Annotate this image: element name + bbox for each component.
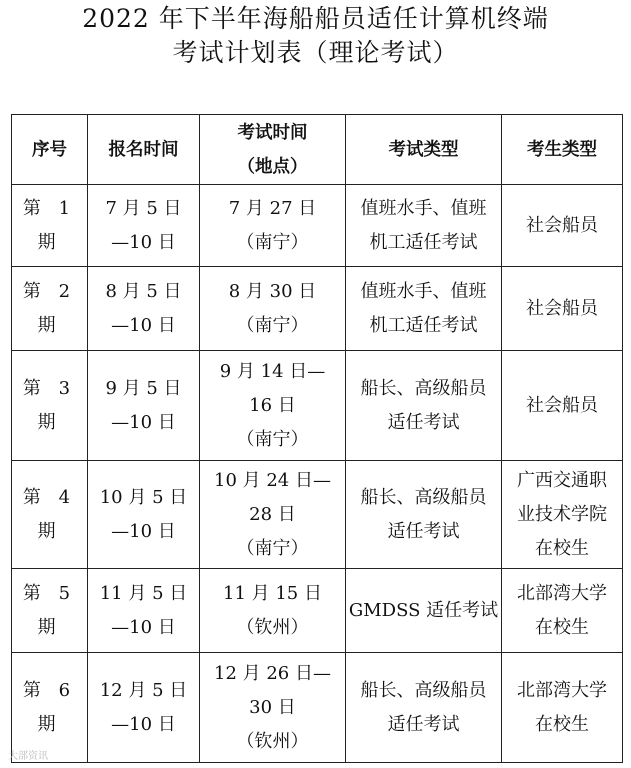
exam-time-cell-line: （南宁） — [236, 314, 309, 336]
exam-type-cell — [346, 351, 502, 461]
table-row — [12, 569, 623, 653]
signup-time-cell-line: 10 月 5 日 — [99, 486, 188, 508]
exam-type-cell-line: 船长、高级船员 — [360, 377, 487, 399]
signup-time-cell-line: —10 日 — [111, 713, 176, 735]
exam-type-cell — [346, 653, 502, 763]
exam-time-cell — [200, 653, 346, 763]
signup-time-cell-line: 9 月 5 日 — [105, 377, 182, 399]
header-exam-time — [200, 115, 346, 185]
exam-type-cell — [346, 185, 502, 267]
exam-type-cell-line: 适任考试 — [387, 411, 460, 433]
exam-time-cell — [200, 461, 346, 569]
exam-type-cell-line: GMDSS 适任考试 — [348, 599, 499, 621]
table-header-row — [12, 115, 623, 185]
exam-time-cell-line: 12 月 26 日— — [214, 662, 331, 684]
header-signup-time: 报名时间 — [88, 115, 200, 185]
candidate-type-cell — [502, 569, 623, 653]
table-row — [12, 351, 623, 461]
period-cell: 第 2 期 — [12, 267, 88, 351]
signup-time-cell-line: 11 月 5 日 — [99, 582, 188, 604]
signup-time-cell-line: 7 月 5 日 — [105, 197, 182, 219]
exam-type-cell — [346, 461, 502, 569]
signup-time-cell — [88, 461, 200, 569]
exam-time-cell-line: 28 日 — [249, 503, 296, 525]
exam-time-cell — [200, 569, 346, 653]
exam-time-cell-line: （南宁） — [236, 537, 309, 559]
period-cell: 第 5 期 — [12, 569, 88, 653]
exam-type-cell-line: 船长、高级船员 — [360, 679, 487, 701]
exam-time-cell-line: （钦州） — [236, 616, 309, 638]
exam-time-cell — [200, 185, 346, 267]
header-exam-type: 考试类型 — [346, 115, 502, 185]
exam-time-cell — [200, 267, 346, 351]
exam-type-cell-line: 适任考试 — [387, 713, 460, 735]
signup-time-cell-line: —10 日 — [111, 314, 176, 336]
exam-type-cell-line: 适任考试 — [387, 520, 460, 542]
candidate-type-cell-line: 业技术学院 — [517, 503, 607, 525]
period-cell: 第 6 期 — [12, 653, 88, 763]
table-row — [12, 185, 623, 267]
exam-time-cell-line: 9 月 14 日— — [219, 360, 326, 382]
candidate-type-cell-line: 北部湾大学 — [517, 582, 607, 604]
period-cell: 第 1 期 — [12, 185, 88, 267]
candidate-type-cell — [502, 351, 623, 461]
candidate-type-cell — [502, 185, 623, 267]
header-candidate-type: 考生类型 — [502, 115, 623, 185]
exam-time-cell-line: （南宁） — [236, 231, 309, 253]
signup-time-cell — [88, 185, 200, 267]
period-cell: 第 3 期 — [12, 351, 88, 461]
candidate-type-cell — [502, 267, 623, 351]
signup-time-cell-line: —10 日 — [111, 520, 176, 542]
table-row — [12, 653, 623, 763]
page-title-line-1: 2022 年下半年海船船员适任计算机终端 — [82, 4, 549, 33]
exam-time-cell-line: 10 月 24 日— — [214, 469, 331, 491]
exam-type-cell — [346, 569, 502, 653]
table-row — [12, 267, 623, 351]
candidate-type-cell — [502, 653, 623, 763]
candidate-type-cell-line: 北部湾大学 — [517, 679, 607, 701]
candidate-type-cell-line: 在校生 — [535, 616, 589, 638]
candidate-type-cell-line: 社会船员 — [526, 297, 598, 319]
exam-type-cell-line: 机工适任考试 — [369, 231, 478, 253]
watermark: 大部资讯 — [8, 751, 48, 762]
header-exam-time-label: 考试时间 — [237, 122, 308, 143]
signup-time-cell — [88, 569, 200, 653]
candidate-type-cell-line: 在校生 — [535, 537, 589, 559]
period-cell: 第 4 期 — [12, 461, 88, 569]
exam-time-cell-line: 16 日 — [249, 394, 296, 416]
signup-time-cell-line: —10 日 — [111, 616, 176, 638]
page-title-line-2: 考试计划表（理论考试） — [172, 38, 459, 67]
candidate-type-cell-line: 社会船员 — [526, 214, 598, 236]
exam-time-cell-line: （钦州） — [236, 730, 309, 752]
candidate-type-cell-line: 在校生 — [535, 713, 589, 735]
signup-time-cell — [88, 267, 200, 351]
exam-type-cell-line: 船长、高级船员 — [360, 486, 487, 508]
exam-schedule-table — [11, 114, 623, 763]
header-exam-location-label: （地点） — [237, 156, 308, 177]
signup-time-cell-line: 8 月 5 日 — [105, 280, 182, 302]
exam-type-cell-line: 值班水手、值班 — [360, 197, 487, 219]
exam-time-cell-line: （南宁） — [236, 428, 309, 450]
exam-time-cell-line: 7 月 27 日 — [228, 197, 317, 219]
signup-time-cell-line: —10 日 — [111, 411, 176, 433]
signup-time-cell — [88, 653, 200, 763]
candidate-type-cell-line: 社会船员 — [526, 394, 598, 416]
exam-type-cell — [346, 267, 502, 351]
header-seq: 序号 — [12, 115, 88, 185]
exam-time-cell — [200, 351, 346, 461]
exam-type-cell-line: 值班水手、值班 — [360, 280, 487, 302]
exam-time-cell-line: 11 月 15 日 — [223, 582, 322, 604]
exam-time-cell-line: 30 日 — [249, 696, 296, 718]
exam-time-cell-line: 8 月 30 日 — [228, 280, 317, 302]
signup-time-cell — [88, 351, 200, 461]
candidate-type-cell-line: 广西交通职 — [517, 469, 607, 491]
table-row — [12, 461, 623, 569]
candidate-type-cell — [502, 461, 623, 569]
signup-time-cell-line: 12 月 5 日 — [99, 679, 188, 701]
exam-type-cell-line: 机工适任考试 — [369, 314, 478, 336]
signup-time-cell-line: —10 日 — [111, 231, 176, 253]
